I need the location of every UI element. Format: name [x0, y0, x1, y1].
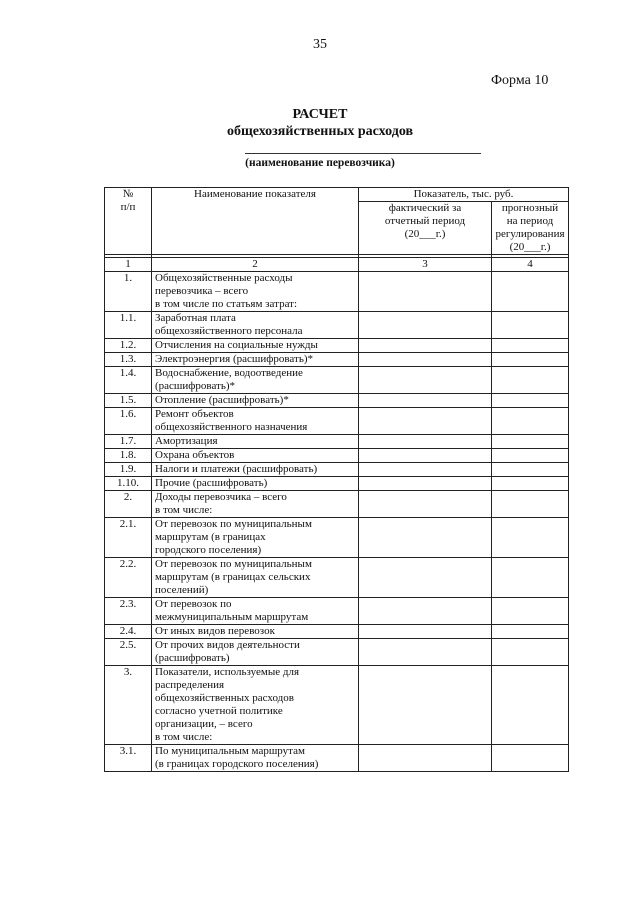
row-label: Показатели, используемые для распределения общехозяйственных расходов согласно учетной политике организации, – всего в том числе: — [152, 666, 359, 745]
actual-value-cell[interactable] — [359, 312, 492, 339]
forecast-value-cell[interactable] — [492, 598, 569, 625]
table-row — [105, 272, 569, 312]
column-index-4: 4 — [492, 258, 569, 272]
forecast-value-cell[interactable] — [492, 558, 569, 598]
row-number: 2.5. — [105, 639, 152, 666]
row-label: Заработная плата общехозяйственного персонала — [152, 312, 359, 339]
table-row — [105, 312, 569, 339]
row-number: 1.10. — [105, 477, 152, 491]
table-row — [105, 491, 569, 518]
actual-value-cell[interactable] — [359, 435, 492, 449]
table-row — [105, 625, 569, 639]
row-number: 1.3. — [105, 353, 152, 367]
title-line-1: РАСЧЕТ — [292, 107, 348, 122]
header-actual: фактический за отчетный период (20___г.) — [359, 202, 492, 255]
row-label: Общехозяйственные расходы перевозчика – всего в том числе по статьям затрат: — [152, 272, 359, 312]
forecast-value-cell[interactable] — [492, 353, 569, 367]
row-number: 1. — [105, 272, 152, 312]
table-row — [105, 463, 569, 477]
actual-value-cell[interactable] — [359, 353, 492, 367]
table-row — [105, 353, 569, 367]
row-label: От прочих видов деятельности (расшифровать) — [152, 639, 359, 666]
table-row — [105, 367, 569, 394]
table-row — [105, 666, 569, 745]
table-row — [105, 518, 569, 558]
actual-value-cell[interactable] — [359, 518, 492, 558]
actual-value-cell[interactable] — [359, 408, 492, 435]
row-number: 2.3. — [105, 598, 152, 625]
title-line-2: общехозяйственных расходов — [226, 124, 414, 139]
table-row — [105, 477, 569, 491]
forecast-value-cell[interactable] — [492, 518, 569, 558]
table-row — [105, 639, 569, 666]
row-label: Налоги и платежи (расшифровать) — [152, 463, 359, 477]
column-index-1: 1 — [105, 258, 152, 272]
forecast-value-cell[interactable] — [492, 449, 569, 463]
header-forecast: прогнозный на период регулирования (20___г.) — [492, 202, 569, 255]
row-label: Прочие (расшифровать) — [152, 477, 359, 491]
row-label: По муниципальным маршрутам (в границах городского поселения) — [152, 745, 359, 772]
actual-value-cell[interactable] — [359, 367, 492, 394]
header-num: № п/п — [105, 188, 152, 255]
expenses-table — [104, 187, 569, 772]
actual-value-cell[interactable] — [359, 272, 492, 312]
column-index-2: 2 — [152, 258, 359, 272]
row-label: Доходы перевозчика – всего в том числе: — [152, 491, 359, 518]
header-value-group: Показатель, тыс. руб. — [359, 188, 569, 202]
row-number: 2. — [105, 491, 152, 518]
forecast-value-cell[interactable] — [492, 272, 569, 312]
actual-value-cell[interactable] — [359, 463, 492, 477]
forecast-value-cell[interactable] — [492, 639, 569, 666]
table-row — [105, 558, 569, 598]
table-row — [105, 394, 569, 408]
row-number: 1.6. — [105, 408, 152, 435]
actual-value-cell[interactable] — [359, 598, 492, 625]
row-label: Ремонт объектов общехозяйственного назначения — [152, 408, 359, 435]
row-number: 1.5. — [105, 394, 152, 408]
row-number: 2.1. — [105, 518, 152, 558]
table-row — [105, 745, 569, 772]
carrier-name-rule — [245, 153, 481, 154]
row-label: Охрана объектов — [152, 449, 359, 463]
forecast-value-cell[interactable] — [492, 339, 569, 353]
document-title — [0, 106, 640, 140]
forecast-value-cell[interactable] — [492, 435, 569, 449]
row-label: От иных видов перевозок — [152, 625, 359, 639]
row-label: От перевозок по межмуниципальным маршрутам — [152, 598, 359, 625]
table-row — [105, 339, 569, 353]
actual-value-cell[interactable] — [359, 449, 492, 463]
actual-value-cell[interactable] — [359, 558, 492, 598]
column-index-3: 3 — [359, 258, 492, 272]
row-label: Амортизация — [152, 435, 359, 449]
actual-value-cell[interactable] — [359, 666, 492, 745]
forecast-value-cell[interactable] — [492, 666, 569, 745]
row-number: 3. — [105, 666, 152, 745]
forecast-value-cell[interactable] — [492, 477, 569, 491]
row-label: От перевозок по муниципальным маршрутам (в границах городского поселения) — [152, 518, 359, 558]
forecast-value-cell[interactable] — [492, 625, 569, 639]
actual-value-cell[interactable] — [359, 394, 492, 408]
forecast-value-cell[interactable] — [492, 408, 569, 435]
row-label: Отопление (расшифровать)* — [152, 394, 359, 408]
forecast-value-cell[interactable] — [492, 394, 569, 408]
row-label: Отчисления на социальные нужды — [152, 339, 359, 353]
page-number: 35 — [313, 37, 327, 52]
form-label: Форма 10 — [491, 73, 549, 88]
row-number: 1.8. — [105, 449, 152, 463]
forecast-value-cell[interactable] — [492, 312, 569, 339]
forecast-value-cell[interactable] — [492, 745, 569, 772]
forecast-value-cell[interactable] — [492, 463, 569, 477]
row-number: 1.9. — [105, 463, 152, 477]
row-number: 3.1. — [105, 745, 152, 772]
actual-value-cell[interactable] — [359, 477, 492, 491]
actual-value-cell[interactable] — [359, 491, 492, 518]
row-number: 1.2. — [105, 339, 152, 353]
table-header-row — [105, 188, 569, 202]
table-row — [105, 408, 569, 435]
forecast-value-cell[interactable] — [492, 491, 569, 518]
actual-value-cell[interactable] — [359, 339, 492, 353]
forecast-value-cell[interactable] — [492, 367, 569, 394]
actual-value-cell[interactable] — [359, 639, 492, 666]
carrier-name-caption: (наименование перевозчика) — [245, 157, 395, 169]
table-row — [105, 449, 569, 463]
row-number: 2.2. — [105, 558, 152, 598]
row-number: 1.1. — [105, 312, 152, 339]
row-number: 2.4. — [105, 625, 152, 639]
row-number: 1.4. — [105, 367, 152, 394]
header-name: Наименование показателя — [152, 188, 359, 255]
row-label: Электроэнергия (расшифровать)* — [152, 353, 359, 367]
table-row — [105, 598, 569, 625]
table-row — [105, 435, 569, 449]
row-number: 1.7. — [105, 435, 152, 449]
row-label: От перевозок по муниципальным маршрутам (в границах сельских поселений) — [152, 558, 359, 598]
actual-value-cell[interactable] — [359, 625, 492, 639]
actual-value-cell[interactable] — [359, 745, 492, 772]
row-label: Водоснабжение, водоотведение (расшифровать)* — [152, 367, 359, 394]
column-index-row — [105, 258, 569, 272]
